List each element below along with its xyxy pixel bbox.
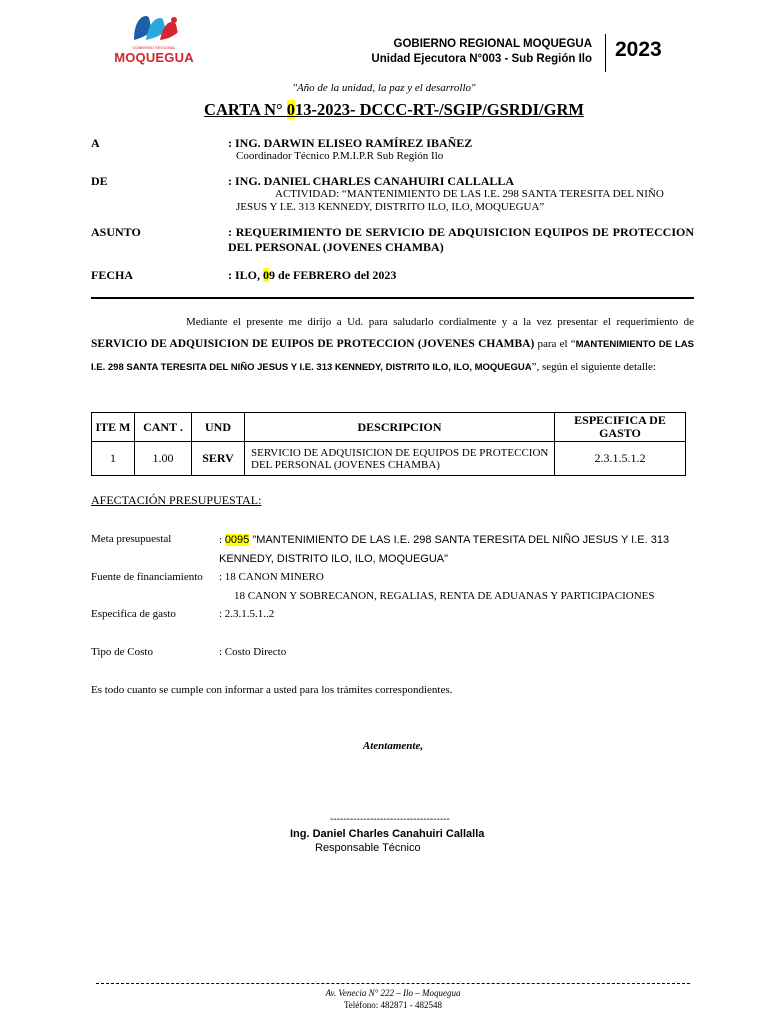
col-espec: ESPECIFICA DE GASTO: [555, 413, 686, 442]
subject-label: ASUNTO: [91, 225, 141, 239]
date-value: [228, 268, 396, 283]
footer-rule: [96, 983, 690, 984]
regional-government-logo: [90, 10, 218, 68]
from-value: : ING. DANIEL CHARLES CANAHUIRI CALLALLA: [228, 174, 515, 188]
funding-value-1: : 18 CANON MINERO: [219, 571, 324, 583]
col-desc: DESCRIPCION: [245, 413, 555, 442]
letter-number-highlight: 0: [286, 100, 295, 119]
subject-value: : REQUERIMIENTO DE SERVICIO DE ADQUISICION EQUIPOS DE PROTECCION DEL PERSONAL (JOVENES CHAMBA): [228, 225, 694, 254]
funding-value-2: 18 CANON Y SOBRECANON, REGALIAS, RENTA DE ADUANAS Y PARTICIPACIONES: [234, 590, 655, 602]
spend-spec-label: Especifica de gasto: [91, 608, 176, 620]
cost-type-label: Tipo de Costo: [91, 646, 153, 658]
meta-description: "MANTENIMIENTO DE LAS I.E. 298 SANTA TERESITA DEL NIÑO JESUS Y I.E. 313 KENNEDY, DISTRITO ILO, ILO, MOQUEGUA": [219, 534, 670, 565]
closing-sentence: Es todo cuanto se cumple con informar a usted para los trámites correspondientes.: [91, 684, 453, 696]
cell-espec: 2.3.1.5.1.2: [555, 442, 686, 476]
date-highlight: 0: [263, 268, 270, 282]
meta-value: [219, 531, 699, 569]
signature-line: ------------------------------------: [330, 814, 450, 825]
col-cant: CANT .: [135, 413, 192, 442]
letter-title: [0, 100, 768, 120]
year-motto: "Año de la unidad, la paz y el desarrollo": [292, 82, 476, 94]
meta-label: Meta presupuestal: [91, 533, 172, 545]
header-year: 2023: [615, 38, 662, 61]
intro-service: SERVICIO DE ADQUISICION DE EUIPOS DE PROTECCION (JOVENES CHAMBA): [91, 338, 535, 350]
meta-prefix: :: [219, 534, 225, 546]
from-activity-line1: ACTIVIDAD: “MANTENIMIENTO DE LAS I.E. 298 SANTA TERESITA DEL NIÑO: [275, 188, 664, 200]
cell-desc: SERVICIO DE ADQUISICION DE EQUIPOS DE PROTECCION DEL PERSONAL (JOVENES CHAMBA): [245, 442, 555, 476]
intro-para-el: para el “: [534, 338, 576, 350]
to-label: A: [91, 136, 100, 150]
from-activity-line2: JESUS Y I.E. 313 KENNEDY, DISTRITO ILO, ILO, MOQUEGUA”: [236, 201, 545, 213]
header-separator: [91, 297, 694, 299]
spend-spec-value: : 2.3.1.5.1..2: [219, 608, 275, 620]
date-prefix: : ILO,: [228, 268, 264, 282]
col-item: ITE M: [92, 413, 135, 442]
cell-und: SERV: [192, 442, 245, 476]
date-rest: 9 de FEBRERO del 2023: [269, 268, 397, 282]
signer-role: Responsable Técnico: [315, 842, 421, 854]
col-und: UND: [192, 413, 245, 442]
letter-title-rest: 13-2023- DCCC-RT-/SGIP/GSRDI/GRM: [295, 100, 584, 119]
to-subtitle: Coordinador Técnico P.M.I.P.R Sub Región Ilo: [236, 150, 444, 162]
cell-item: 1: [92, 442, 135, 476]
footer-address: Av. Venecia N° 222 – Ilo – Moquegua: [325, 988, 461, 998]
letter-title-prefix: CARTA N°: [204, 100, 287, 119]
table-header-row: [92, 413, 686, 442]
budget-section-title: AFECTACIÓN PRESUPUESTAL:: [91, 493, 262, 507]
intro-text: Mediante el presente me dirijo a Ud. para saludarlo cordialmente y a la vez presentar el requerimiento de: [186, 316, 694, 328]
logo-wordmark: MOQUEGUA: [114, 50, 194, 65]
logo-subtitle: GOBIERNO REGIONAL: [132, 45, 176, 50]
funding-label: Fuente de financiamiento: [91, 571, 203, 583]
to-value: : ING. DARWIN ELISEO RAMÍREZ IBAÑEZ: [228, 136, 473, 150]
sign-off: Atentamente,: [362, 740, 424, 752]
intro-maintenance: MANTENIMIENTO DE LAS I.E. 298 SANTA TERESITA DEL NIÑO JESUS Y I.E. 313 KENNEDY, DISTRITO ILO, ILO, MOQUEGUA: [91, 339, 694, 373]
requirement-table: [91, 412, 686, 476]
from-label: DE: [91, 174, 108, 188]
logo-emblem-icon: [130, 12, 180, 44]
header-institution: GOBIERNO REGIONAL MOQUEGUA: [393, 38, 592, 50]
intro-paragraph: [91, 311, 694, 379]
cell-cant: 1.00: [135, 442, 192, 476]
date-label: FECHA: [91, 268, 133, 282]
header-divider: [605, 34, 606, 72]
signer-name: Ing. Daniel Charles Canahuiri Callalla: [290, 828, 485, 840]
table-row: [92, 442, 686, 476]
meta-code: 0095: [224, 534, 250, 546]
cost-type-value: : Costo Directo: [219, 646, 287, 658]
footer-phone: Teléfono: 482871 - 482548: [343, 1000, 443, 1010]
header-unit: Unidad Ejecutora N°003 - Sub Región Ilo: [371, 53, 592, 65]
intro-tail: ”, según el siguiente detalle:: [531, 361, 656, 373]
